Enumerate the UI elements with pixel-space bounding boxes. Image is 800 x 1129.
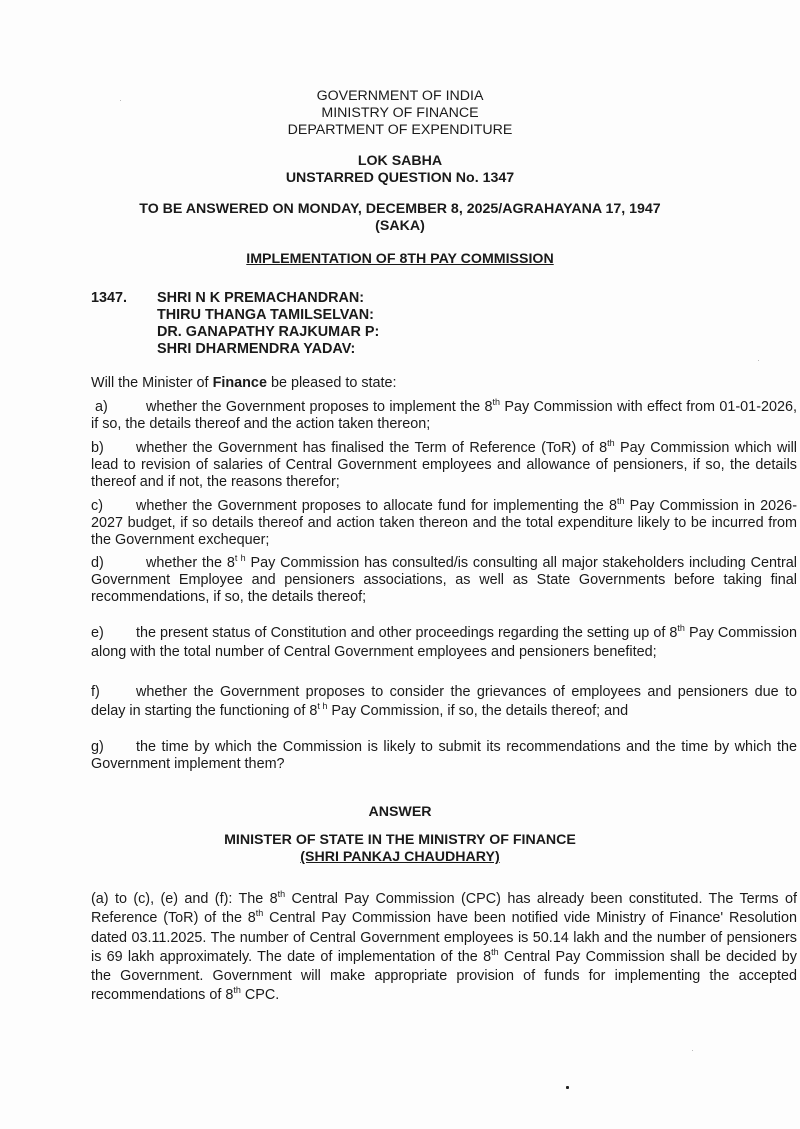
item-label: c) <box>91 498 103 514</box>
item-label: d) <box>91 555 104 571</box>
intro-text: Will the Minister of <box>91 375 213 391</box>
scan-speck <box>692 1050 693 1051</box>
minister-title: MINISTER OF STATE IN THE MINISTRY OF FINANCE <box>224 832 576 848</box>
item-text: the time by which the Commission is likely to submit its recommendations and the time by which the Government implement them? <box>91 739 797 773</box>
member-name: SHRI DHARMENDRA YADAV: <box>157 341 356 357</box>
minister-name: (SHRI PANKAJ CHAUDHARY) <box>300 849 500 865</box>
govt-name: GOVERNMENT OF INDIA <box>316 88 484 104</box>
question-item-g <box>91 739 797 773</box>
answer-text: (a) to (c), (e) and (f): The 8 <box>91 891 278 907</box>
item-text: Pay Commission in 2026-2027 budget, if so details thereof and action taken thereon and the total expenditure likely to be incurred from the Government exchequer; <box>91 498 797 549</box>
item-text: Pay Commission has consulted/is consulting all major stakeholders including Central Government Employee and pensioners associations, as well as State Governments before taking final recommendations, if so, the details thereof; <box>91 555 797 606</box>
item-label: g) <box>91 739 104 755</box>
superscript: th <box>277 889 286 899</box>
member-name: DR. GANAPATHY RAJKUMAR P: <box>157 324 380 340</box>
superscript: th <box>616 496 625 506</box>
superscript: t h <box>234 553 246 563</box>
answer-text: Central Pay Commission shall be decided by the Government. Government will make appropriate provision of funds for implementing the accepted recommendations of 8 <box>91 948 797 1004</box>
answer-text: Central Pay Commission have been notified vide Ministry of Finance' Resolution dated 03.11.2025. The number of Central Government employees is 50.14 lakh and the number of pensioners is 69 lakh approximately. The date of implementation of the 8 <box>91 910 797 965</box>
scan-speck <box>120 100 121 101</box>
answer-heading: ANSWER <box>368 804 432 820</box>
superscript: th <box>233 985 241 996</box>
superscript: th <box>607 438 615 448</box>
question-item-f <box>91 683 797 721</box>
answer-body <box>91 890 797 1006</box>
item-text: whether the Government proposes to consider the grievances of employees and pensioners due to delay in starting the functioning of 8 <box>91 684 797 719</box>
department-name: DEPARTMENT OF EXPENDITURE <box>287 122 513 138</box>
item-text: whether the Government has finalised the Term of Reference (ToR) of 8 <box>136 440 608 456</box>
item-label: a) <box>95 399 108 415</box>
superscript: th <box>677 623 685 633</box>
question-serial: 1347. <box>91 290 128 306</box>
item-text: Pay Commission, if so, the details thereof; and <box>327 703 629 719</box>
question-item-e <box>91 624 797 661</box>
question-item-b <box>91 440 797 492</box>
ministry-bold: Finance <box>212 375 267 391</box>
superscript: th <box>492 397 500 407</box>
item-text: whether the Government proposes to allocate fund for implementing the 8 <box>136 498 617 514</box>
item-text: whether the 8 <box>146 555 235 571</box>
item-label: e) <box>91 625 104 641</box>
scan-speck <box>566 1086 569 1089</box>
item-text: Pay Commission along with the total number of Central Government employees and pensioners benefited; <box>91 625 797 660</box>
intro-text: be pleased to state: <box>266 375 397 391</box>
answer-date: TO BE ANSWERED ON MONDAY, DECEMBER 8, 2025/AGRAHAYANA 17, 1947 <box>139 201 661 217</box>
superscript: th <box>255 908 264 919</box>
question-item-d <box>91 555 797 607</box>
item-label: b) <box>91 440 104 456</box>
superscript: t h <box>317 701 328 711</box>
item-text: Pay Commission which will lead to revision of salaries of Central Government employees and allowance of pensioners, if so, the details thereof and if not, the reasons therefor; <box>91 440 797 491</box>
subject-title: IMPLEMENTATION OF 8TH PAY COMMISSION <box>246 251 554 267</box>
item-text: whether the Government proposes to implement the 8 <box>146 399 493 415</box>
scan-speck <box>758 360 759 361</box>
member-list <box>91 290 379 358</box>
answer-text: Central Pay Commission (CPC) has already been constituted. The Terms of Reference (ToR) of the 8 <box>91 891 797 927</box>
question-intro <box>91 375 797 392</box>
item-text: the present status of Constitution and other proceedings regarding the setting up of 8 <box>136 625 678 641</box>
answer-date-saka: (SAKA) <box>375 218 425 234</box>
member-name: THIRU THANGA TAMILSELVAN: <box>157 307 374 323</box>
house-name: LOK SABHA <box>357 153 443 169</box>
question-number: UNSTARRED QUESTION No. 1347 <box>285 170 515 186</box>
question-item-c <box>91 498 797 550</box>
answer-text: CPC. <box>240 987 280 1004</box>
superscript: th <box>491 946 499 957</box>
item-text: Pay Commission with effect from 01-01-2026, if so, the details thereof and the action taken thereon; <box>91 399 797 433</box>
question-item-a <box>91 399 797 433</box>
ministry-name: MINISTRY OF FINANCE <box>321 105 479 121</box>
member-name: SHRI N K PREMACHANDRAN: <box>157 290 365 306</box>
item-label: f) <box>91 684 100 700</box>
